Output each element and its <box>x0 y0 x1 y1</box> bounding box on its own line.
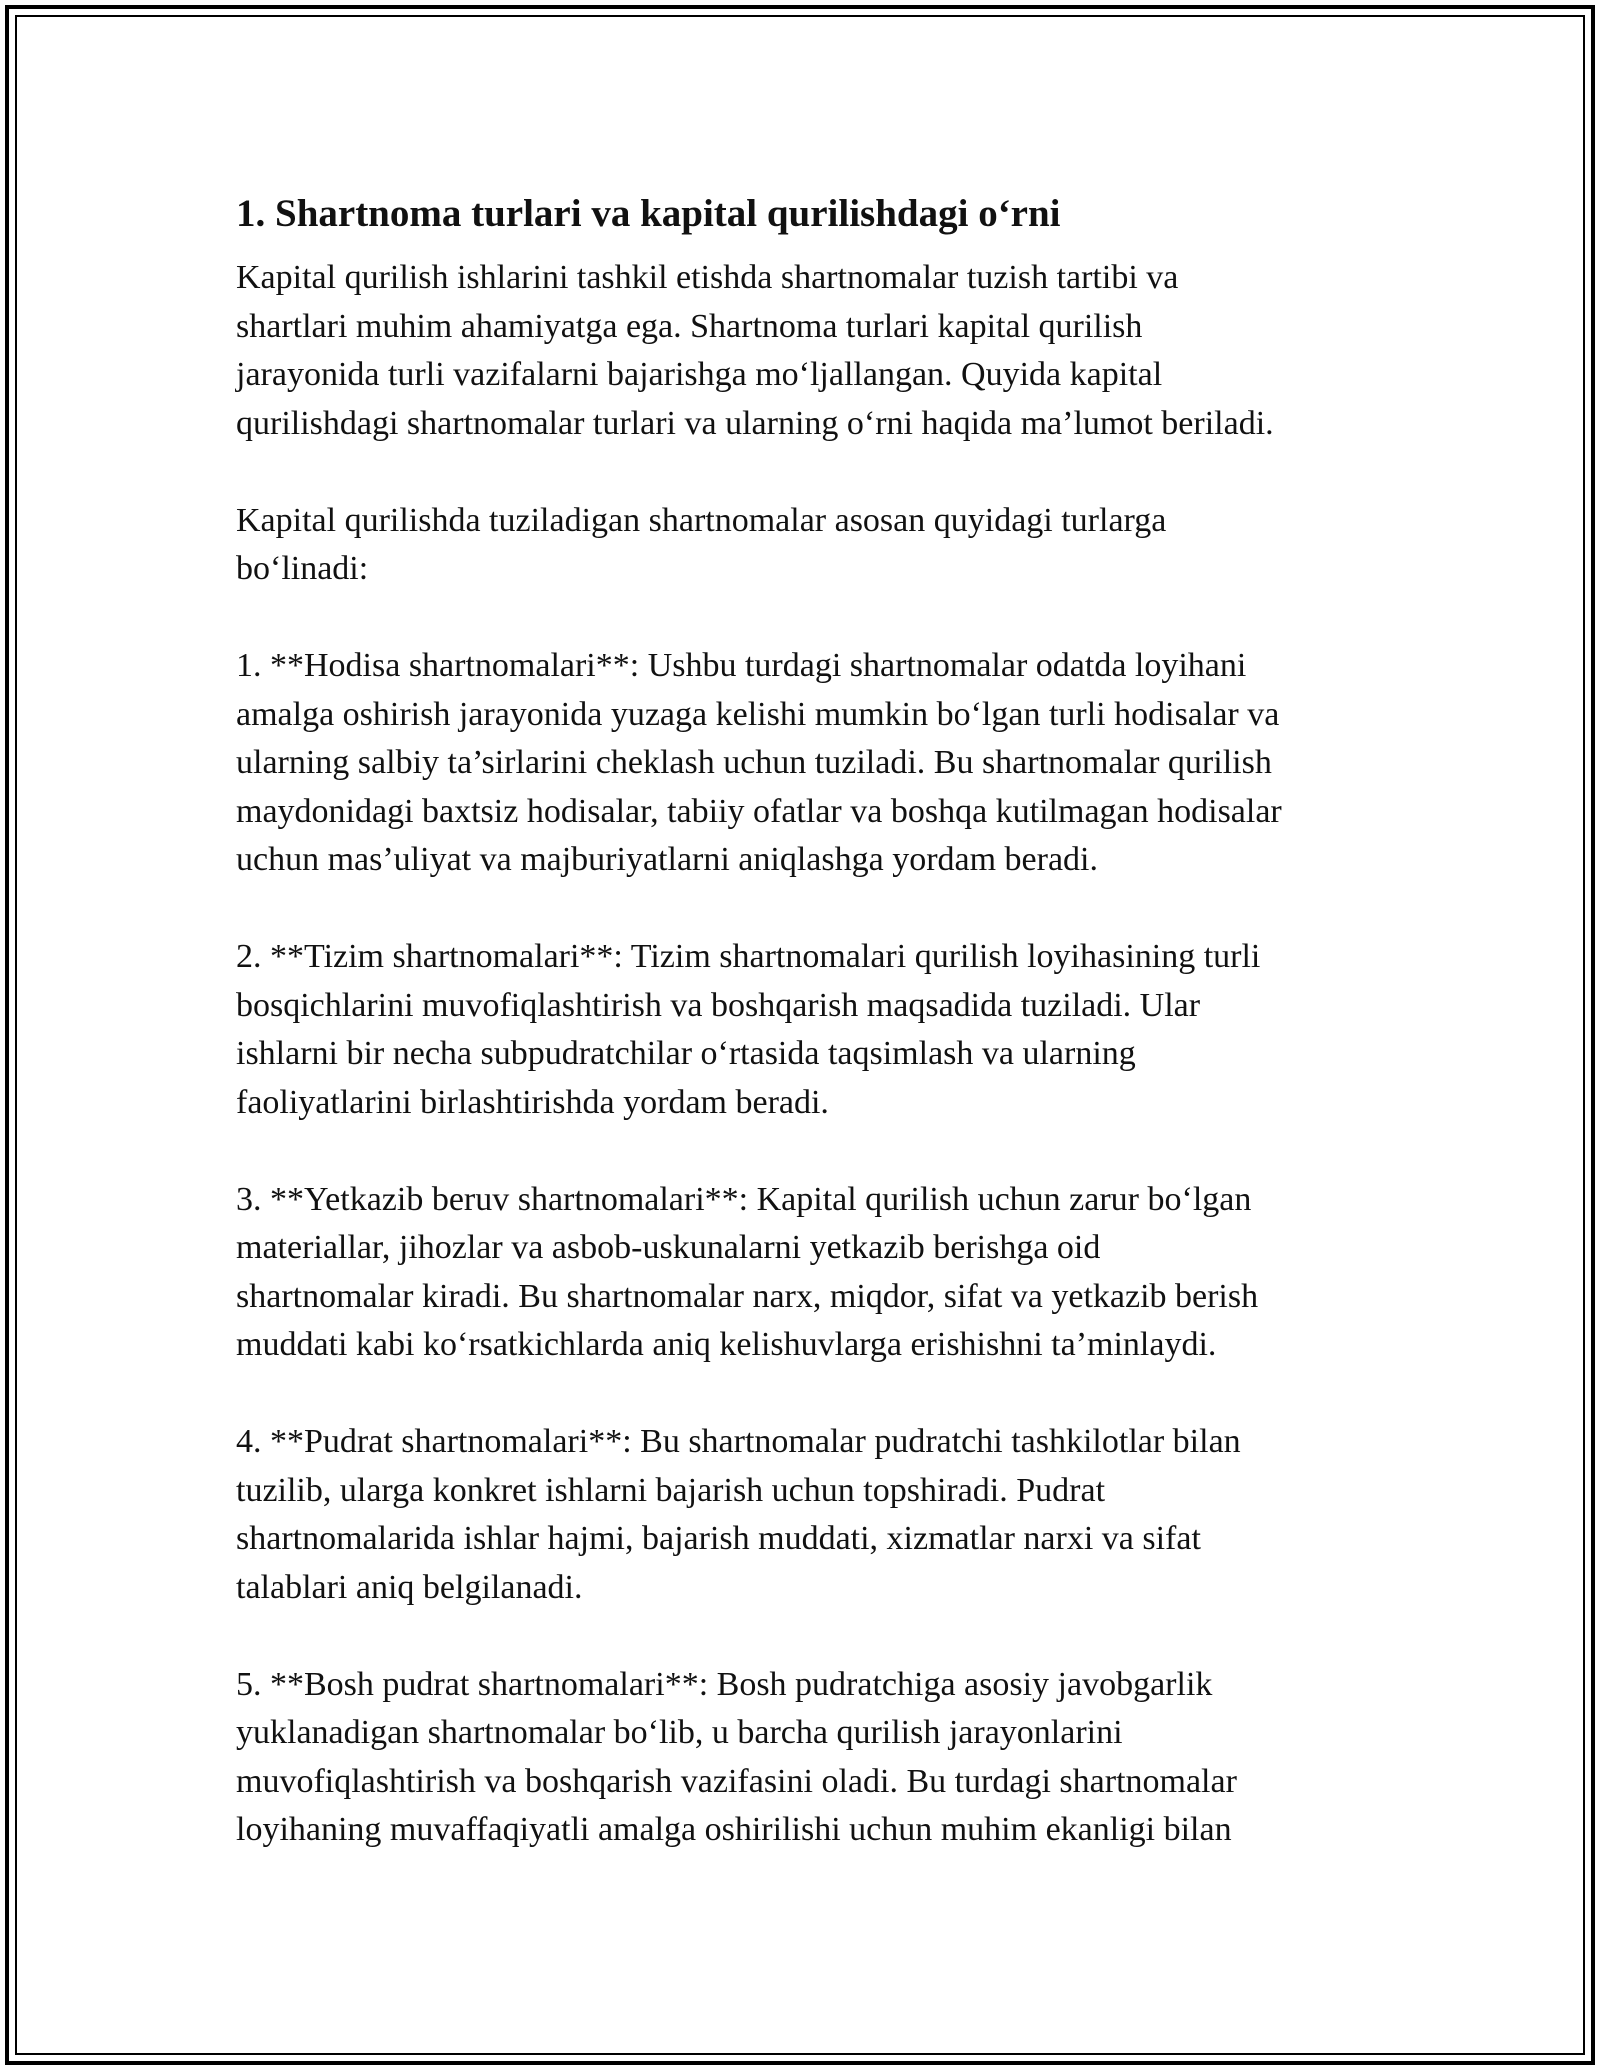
paragraph-item-1 <box>236 642 1396 885</box>
paragraph-item-4 <box>236 1418 1396 1612</box>
text-line: muddati kabi ko‘rsatkichlarda aniq kelishuvlarga erishishni ta’minlaydi. <box>236 1326 1217 1363</box>
paragraph-types-intro <box>236 497 1396 594</box>
text-line: bosqichlarini muvofiqlashtirish va boshqarish maqsadida tuziladi. Ular <box>236 986 1201 1024</box>
text-line: jarayonida turli vazifalarni bajarishga mo‘ljallangan. Quyida kapital <box>236 356 1163 393</box>
text-line: 2. **Tizim shartnomalari**: Tizim shartnomalari qurilish loyihasining turli <box>236 938 1261 975</box>
paragraph-item-3 <box>236 1176 1396 1370</box>
text-line: uchun mas’uliyat va majburiyatlarni aniqlashga yordam beradi. <box>236 841 1099 878</box>
text-line: Kapital qurilish ishlarini tashkil etishda shartnomalar tuzish tartibi va <box>236 259 1179 296</box>
text-line: ishlarni bir necha subpudratchilar o‘rtasida taqsimlash va ularning <box>236 1035 1136 1072</box>
text-line: faoliyatlarini birlashtirishda yordam beradi. <box>236 1083 829 1121</box>
text-line: amalga oshirish jarayonida yuzaga kelishi mumkin bo‘lgan turli hodisalar va <box>236 695 1280 733</box>
text-line: 3. **Yetkazib beruv shartnomalari**: Kapital qurilish uchun zarur bo‘lgan <box>236 1180 1252 1218</box>
text-line: loyihaning muvaffaqiyatli amalga oshirilishi uchun muhim ekanligi bilan <box>236 1811 1232 1848</box>
text-line: shartnomalar kiradi. Bu shartnomalar narx, miqdor, sifat va yetkazib berish <box>236 1277 1259 1315</box>
text-line: 5. **Bosh pudrat shartnomalari**: Bosh pudratchiga asosiy javobgarlik <box>236 1665 1213 1703</box>
paragraph-item-2 <box>236 933 1396 1127</box>
paragraph-item-5 <box>236 1661 1396 1855</box>
text-line: materiallar, jihozlar va asbob-uskunalarni yetkazib berishga oid <box>236 1229 1101 1266</box>
text-line: muvofiqlashtirish va boshqarish vazifasini oladi. Bu turdagi shartnomalar <box>236 1762 1237 1800</box>
text-line: shartnomalarida ishlar hajmi, bajarish muddati, xizmatlar narxi va sifat <box>236 1520 1201 1557</box>
text-line: 4. **Pudrat shartnomalari**: Bu shartnomalar pudratchi tashkilotlar bilan <box>236 1423 1241 1460</box>
paragraph-intro <box>236 254 1396 448</box>
text-line: tuzilib, ularga konkret ishlarni bajarish uchun topshiradi. Pudrat <box>236 1471 1106 1509</box>
section-heading: 1. Shartnoma turlari va kapital qurilishdagi o‘rni <box>236 192 1061 235</box>
text-line: 1. **Hodisa shartnomalari**: Ushbu turdagi shartnomalar odatda loyihani <box>236 647 1247 684</box>
text-line: Kapital qurilishda tuziladigan shartnomalar asosan quyidagi turlarga <box>236 501 1167 539</box>
text-line: yuklanadigan shartnomalar bo‘lib, u barcha qurilish jarayonlarini <box>236 1714 1123 1751</box>
text-line: qurilishdagi shartnomalar turlari va ularning o‘rni haqida ma’lumot beriladi. <box>236 404 1274 442</box>
document-body <box>236 186 1396 1903</box>
text-line: bo‘linadi: <box>236 550 369 587</box>
text-line: talablari aniq belgilanadi. <box>236 1568 583 1606</box>
text-line: maydonidagi baxtsiz hodisalar, tabiiy ofatlar va boshqa kutilmagan hodisalar <box>236 792 1282 830</box>
text-line: ularning salbiy ta’sirlarini cheklash uchun tuziladi. Bu shartnomalar qurilish <box>236 744 1272 781</box>
text-line: shartlari muhim ahamiyatga ega. Shartnoma turlari kapital qurilish <box>236 307 1143 345</box>
